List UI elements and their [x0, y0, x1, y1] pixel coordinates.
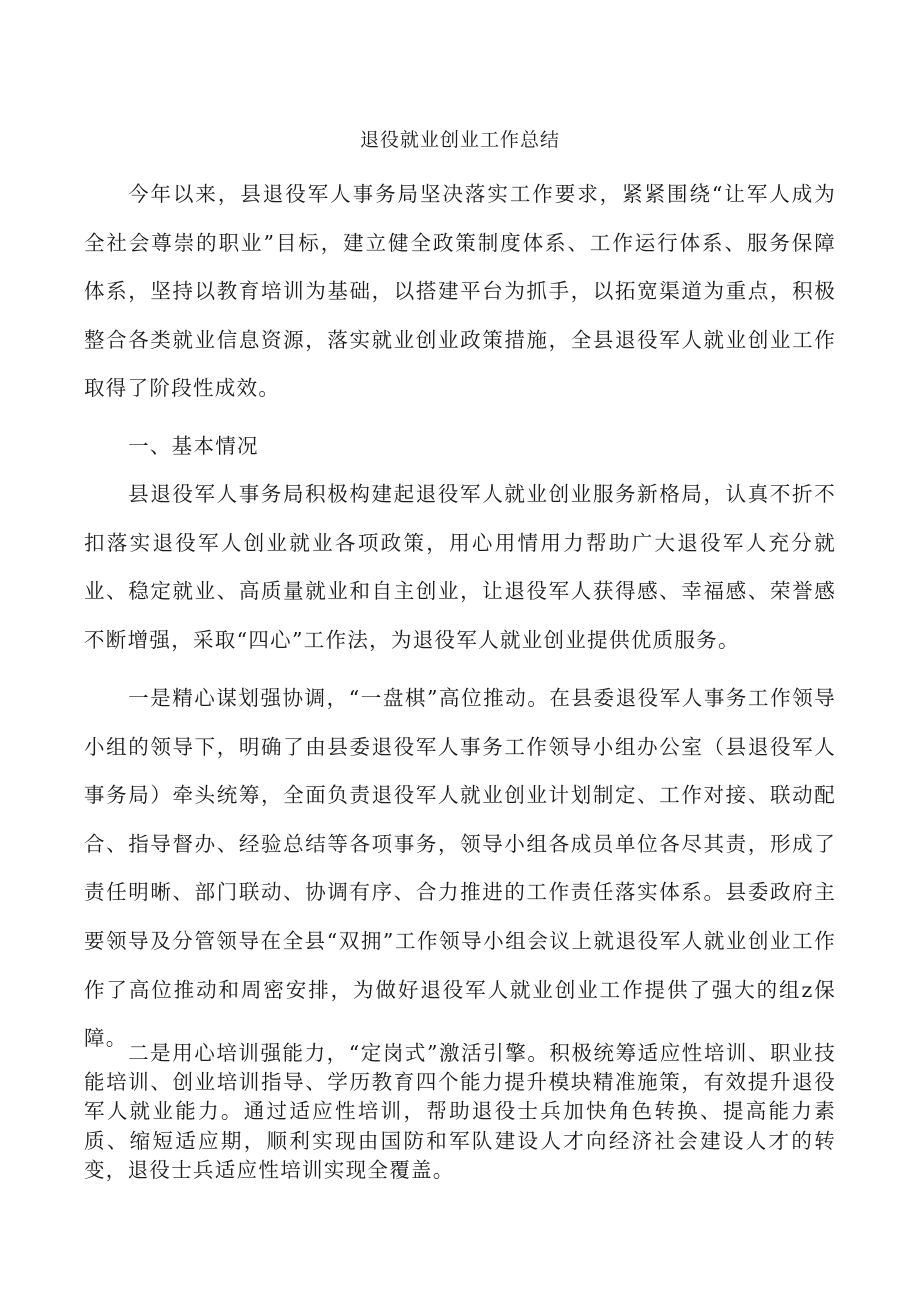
- body-paragraph: 一是精心谋划强协调，“一盘棋”高位推动。在县委退役军人事务工作领导小组的领导下，明确了由县委退役军人事务工作领导小组办公室（县退役军人事务局）牵头统筹，全面负责退役军人就业创业计划制定、工作对接、联动配合、指导督办、经验总结等各项事务，领导小组各成员单位各尽其责，形成了责任明晰、部门联动、协调有序、合力推进的工作责任落实体系。县委政府主要领导及分管领导在全县“双拥”工作领导小组会议上就退役军人就业创业工作作了高位推动和周密安排，为做好退役军人就业创业工作提供了强大的组z保障。: [84, 686, 836, 1051]
- body-paragraph: 县退役军人事务局积极构建起退役军人就业创业服务新格局，认真不折不扣落实退役军人创业就业各项政策，用心用情用力帮助广大退役军人充分就业、稳定就业、高质量就业和自主创业，让退役军人获得感、幸福感、荣誉感不断增强，采取“四心”工作法，为退役军人就业创业提供优质服务。: [84, 482, 836, 652]
- section-heading-basic-situation: 一、基本情况: [128, 434, 259, 458]
- body-paragraph: 二是用心培训强能力，“定岗式”激活引擎。积极统筹适应性培训、职业技能培训、创业培训指导、学历教育四个能力提升模块精准施策，有效提升退役军人就业能力。通过适应性培训，帮助退役士兵加快角色转换、提高能力素质、缩短适应期，顺利实现由国防和军队建设人才向经济社会建设人才的转变，退役士兵适应性培训实现全覆盖。: [84, 1041, 836, 1182]
- intro-paragraph: 今年以来，县退役军人事务局坚决落实工作要求，紧紧围绕“让军人成为全社会尊崇的职业”目标，建立健全政策制度体系、工作运行体系、服务保障体系，坚持以教育培训为基础，以搭建平台为抓手，以拓宽渠道为重点，积极整合各类就业信息资源，落实就业创业政策措施，全县退役军人就业创业工作取得了阶段性成效。: [84, 182, 836, 401]
- document-title: 退役就业创业工作总结: [359, 129, 560, 151]
